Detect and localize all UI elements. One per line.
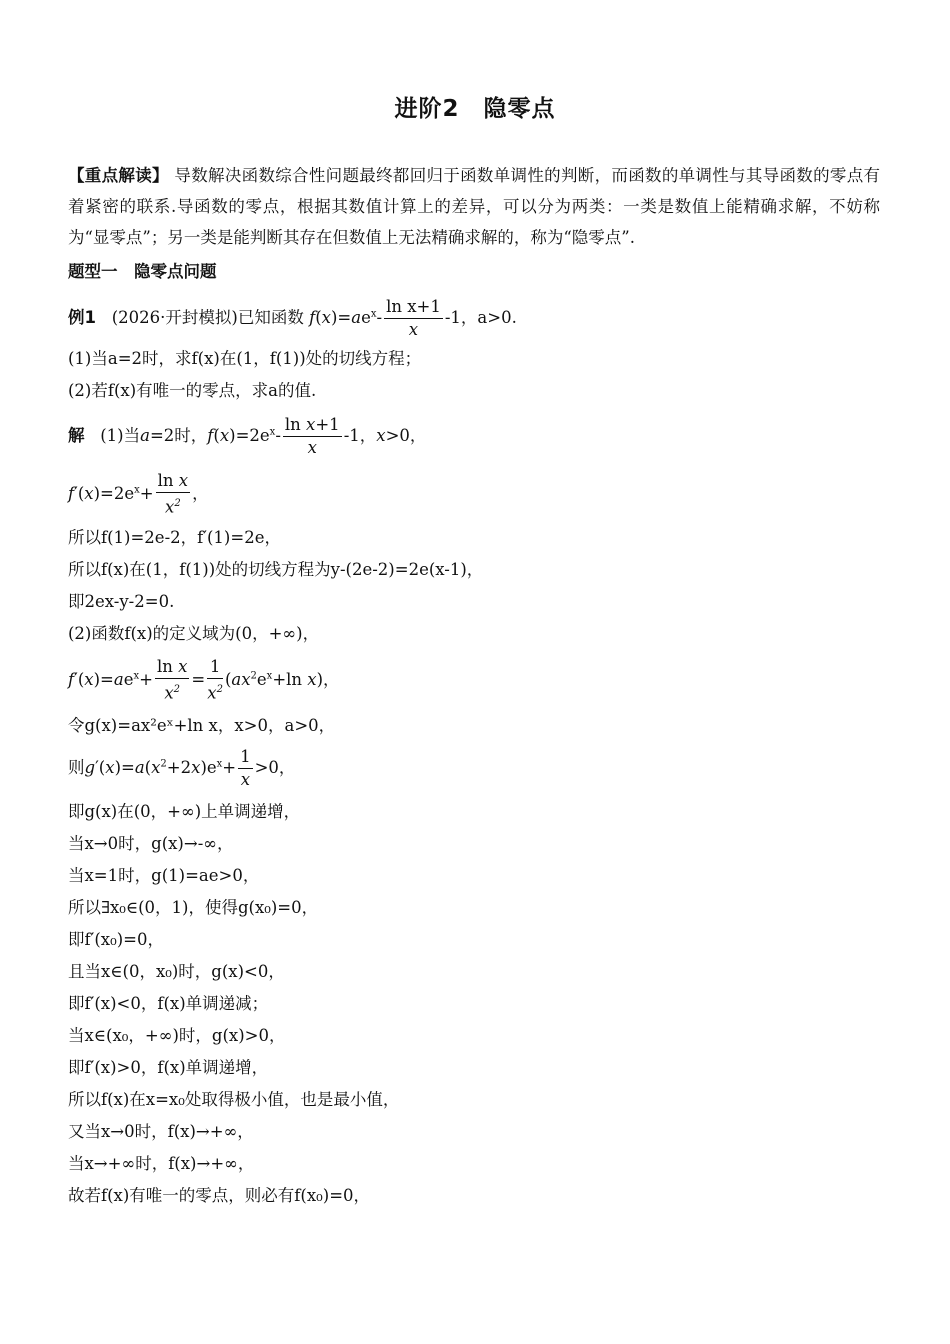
solution-line-13: 所以∃x₀∈(0，1)，使得g(x₀)=0，: [68, 898, 319, 917]
solution-line-18: 即f′(x)>0，f(x)单调递增，: [68, 1058, 269, 1077]
example-prefix: (2026·开封模拟)已知函数: [111, 308, 304, 327]
solution-line-20: 又当x→0时，f(x)→+∞，: [68, 1122, 254, 1141]
key-interpretation-label: 【重点解读】: [68, 166, 169, 185]
solution-line-17: 当x∈(x₀，+∞)时，g(x)>0，: [68, 1026, 286, 1045]
key-interpretation: [68, 160, 880, 253]
derivative-line: $f'(x)=2e^x+$ $\frac{\text{ln x}}{x^2}$ ，: [68, 471, 209, 517]
solution-line-3: 所以f(1)=2e-2，f′(1)=2e，: [68, 528, 281, 547]
solution-line-5: 即2ex-y-2=0.: [68, 592, 175, 611]
solution-line-8: 令g(x)=ax²eˣ+ln x，x>0，a>0，: [68, 716, 336, 735]
key-interpretation-text: 导数解决函数综合性问题最终都回归于函数单调性的判断，而函数的单调性与其导函数的零点有着紧密的联系.导函数的零点，根据其数值计算上的差异，可以分为两类：一类是数值上能精确求解，不妨称为“显零点”；另一类是能判断其存在但数值上无法精确求解的，称为“隐零点”.: [68, 166, 881, 247]
solution-line-4: 所以f(x)在(1，f(1))处的切线方程为y-(2e-2)=2e(x-1)，: [68, 560, 484, 579]
page-title: 进阶2 隐零点: [394, 96, 556, 122]
solution-line-10: 即g(x)在(0，+∞)上单调递增，: [68, 802, 301, 821]
solution-line-12: 当x=1时，g(1)=ae>0，: [68, 866, 260, 885]
solution-line-15: 且当x∈(0，x₀)时，g(x)<0，: [68, 962, 285, 981]
solution-line-14: 即f′(x₀)=0，: [68, 930, 164, 949]
g-derivative-line: 则$g'(x)=a(x^2+2x)e^x+$ $\frac{1}{x}$ >0，: [68, 747, 296, 789]
fraction-numerator: ln x+1: [384, 296, 443, 319]
solution-line-21: 当x→+∞时，f(x)→+∞，: [68, 1154, 255, 1173]
solution-line-19: 所以f(x)在x=x₀处取得极小值，也是最小值，: [68, 1090, 400, 1109]
solution-line-1: 解 (1)当a=2时，$f(x)=2e^x-$ $\frac{\text{ln x+1}}{x}$ -1，x>0，: [68, 415, 427, 457]
section-heading: 题型一 隐零点问题: [68, 262, 217, 281]
example-statement: 例1 (2026·开封模拟)已知函数 $f(x)=ae^x-$ $\frac{\text{ln x+1}}{x}$ -1，a>0.: [68, 297, 517, 339]
question-1: (1)当a=2时，求f(x)在(1，f(1))处的切线方程；: [68, 349, 422, 368]
example-fraction: [384, 296, 443, 341]
solution-line-6: (2)函数f(x)的定义域为(0，+∞)，: [68, 624, 320, 643]
example-label: 例1: [68, 308, 96, 327]
example-suffix: -1，a>0.: [444, 308, 517, 327]
solution-line-16: 即f′(x)<0，f(x)单调递减；: [68, 994, 269, 1013]
fraction-denominator: x: [408, 320, 419, 339]
solution-label: 解: [68, 426, 85, 445]
solution-line-11: 当x→0时，g(x)→-∞，: [68, 834, 234, 853]
question-2: (2)若f(x)有唯一的零点，求a的值.: [68, 381, 317, 400]
solution-line-22: 故若f(x)有唯一的零点，则必有f(x₀)=0，: [68, 1186, 371, 1205]
derivative-line-2: $f'(x)=ae^x+$ $\frac{\text{ln x}}{x^2}$ = $\frac{1}{x^2}$ ($ax^2e^x+\ln$ x)，: [68, 657, 340, 703]
